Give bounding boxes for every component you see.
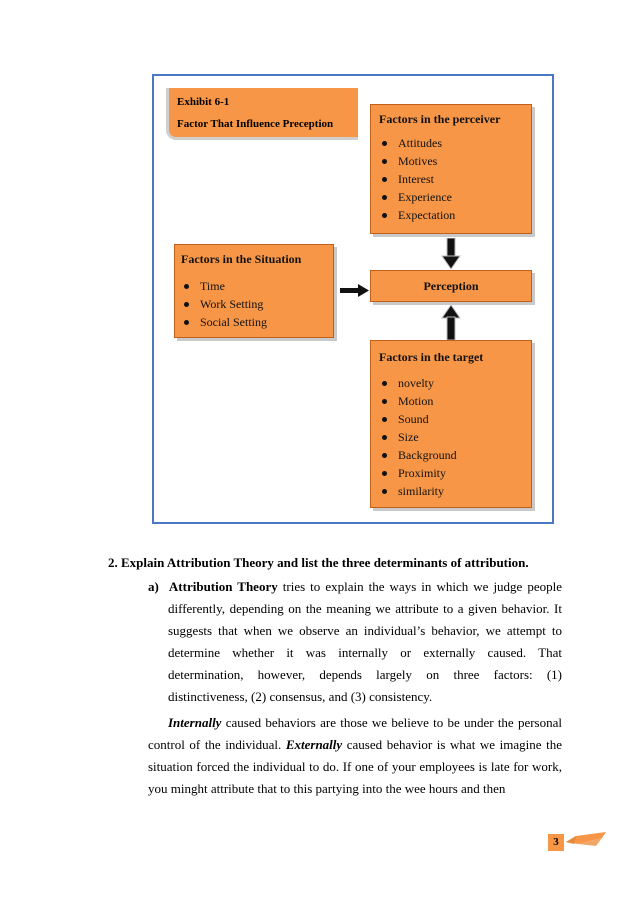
question-heading: 2. Explain Attribution Theory and list the three determinants of attribution. xyxy=(108,555,529,570)
para-a-label: a) xyxy=(148,579,159,594)
perceiver-item: Interest xyxy=(379,170,531,188)
down-arrow xyxy=(440,238,462,270)
perceiver-item: Motives xyxy=(379,152,531,170)
perceiver-box xyxy=(370,104,532,234)
right-arrow xyxy=(340,284,370,298)
page-number: 3 xyxy=(548,834,564,851)
situation-box xyxy=(174,244,334,338)
perceiver-list xyxy=(379,134,531,224)
target-item: Motion xyxy=(379,392,531,410)
target-list xyxy=(379,374,531,500)
exhibit-number: Exhibit 6-1 xyxy=(177,96,230,108)
situation-list xyxy=(181,277,333,331)
pencil-icon xyxy=(566,830,608,852)
target-item: Sound xyxy=(379,410,531,428)
perceiver-item: Attitudes xyxy=(379,134,531,152)
perceiver-item: Experience xyxy=(379,188,531,206)
attribution-paragraph xyxy=(148,576,562,708)
situation-item: Work Setting xyxy=(181,295,333,313)
internally-term: Internally xyxy=(168,715,222,730)
internally-text: caused behaviors are those we believe to be under the personal control of the individual. xyxy=(148,715,562,752)
target-box xyxy=(370,340,532,508)
situation-item: Time xyxy=(181,277,333,295)
perceiver-item: Expectation xyxy=(379,206,531,224)
target-item: novelty xyxy=(379,374,531,392)
target-item: Size xyxy=(379,428,531,446)
target-title: Factors in the target xyxy=(379,350,484,364)
exhibit-title: Factor That Influence Preception xyxy=(177,118,334,130)
up-arrow xyxy=(440,304,462,340)
situation-item: Social Setting xyxy=(181,313,333,331)
exhibit-caption xyxy=(166,88,358,140)
target-item: similarity xyxy=(379,482,531,500)
perception-title: Perception xyxy=(423,279,479,293)
perception-box xyxy=(370,270,532,302)
attribution-theory-text: tries to explain the ways in which we judge people differently, depending on the meaning we attribute to a given behavior. It suggests that when we observe an individual’s behavior, we attempt to determine whether it was internally or externally caused. That determination, however, depends largely on three factors: (1) distinctiveness, (2) consensus, and (3) consistency. xyxy=(168,579,563,704)
perceiver-title: Factors in the perceiver xyxy=(379,112,501,126)
target-item: Background xyxy=(379,446,531,464)
internal-external-paragraph xyxy=(148,712,562,800)
externally-text: caused behavior is what we imagine the situation forced the individual to do. If one of your employees is late for work, you minght attribute that to this partying into the wee hours and then xyxy=(148,737,562,796)
situation-title: Factors in the Situation xyxy=(181,252,302,266)
attribution-theory-term: Attribution Theory xyxy=(168,579,278,594)
target-item: Proximity xyxy=(379,464,531,482)
externally-term: Externally xyxy=(285,737,343,752)
